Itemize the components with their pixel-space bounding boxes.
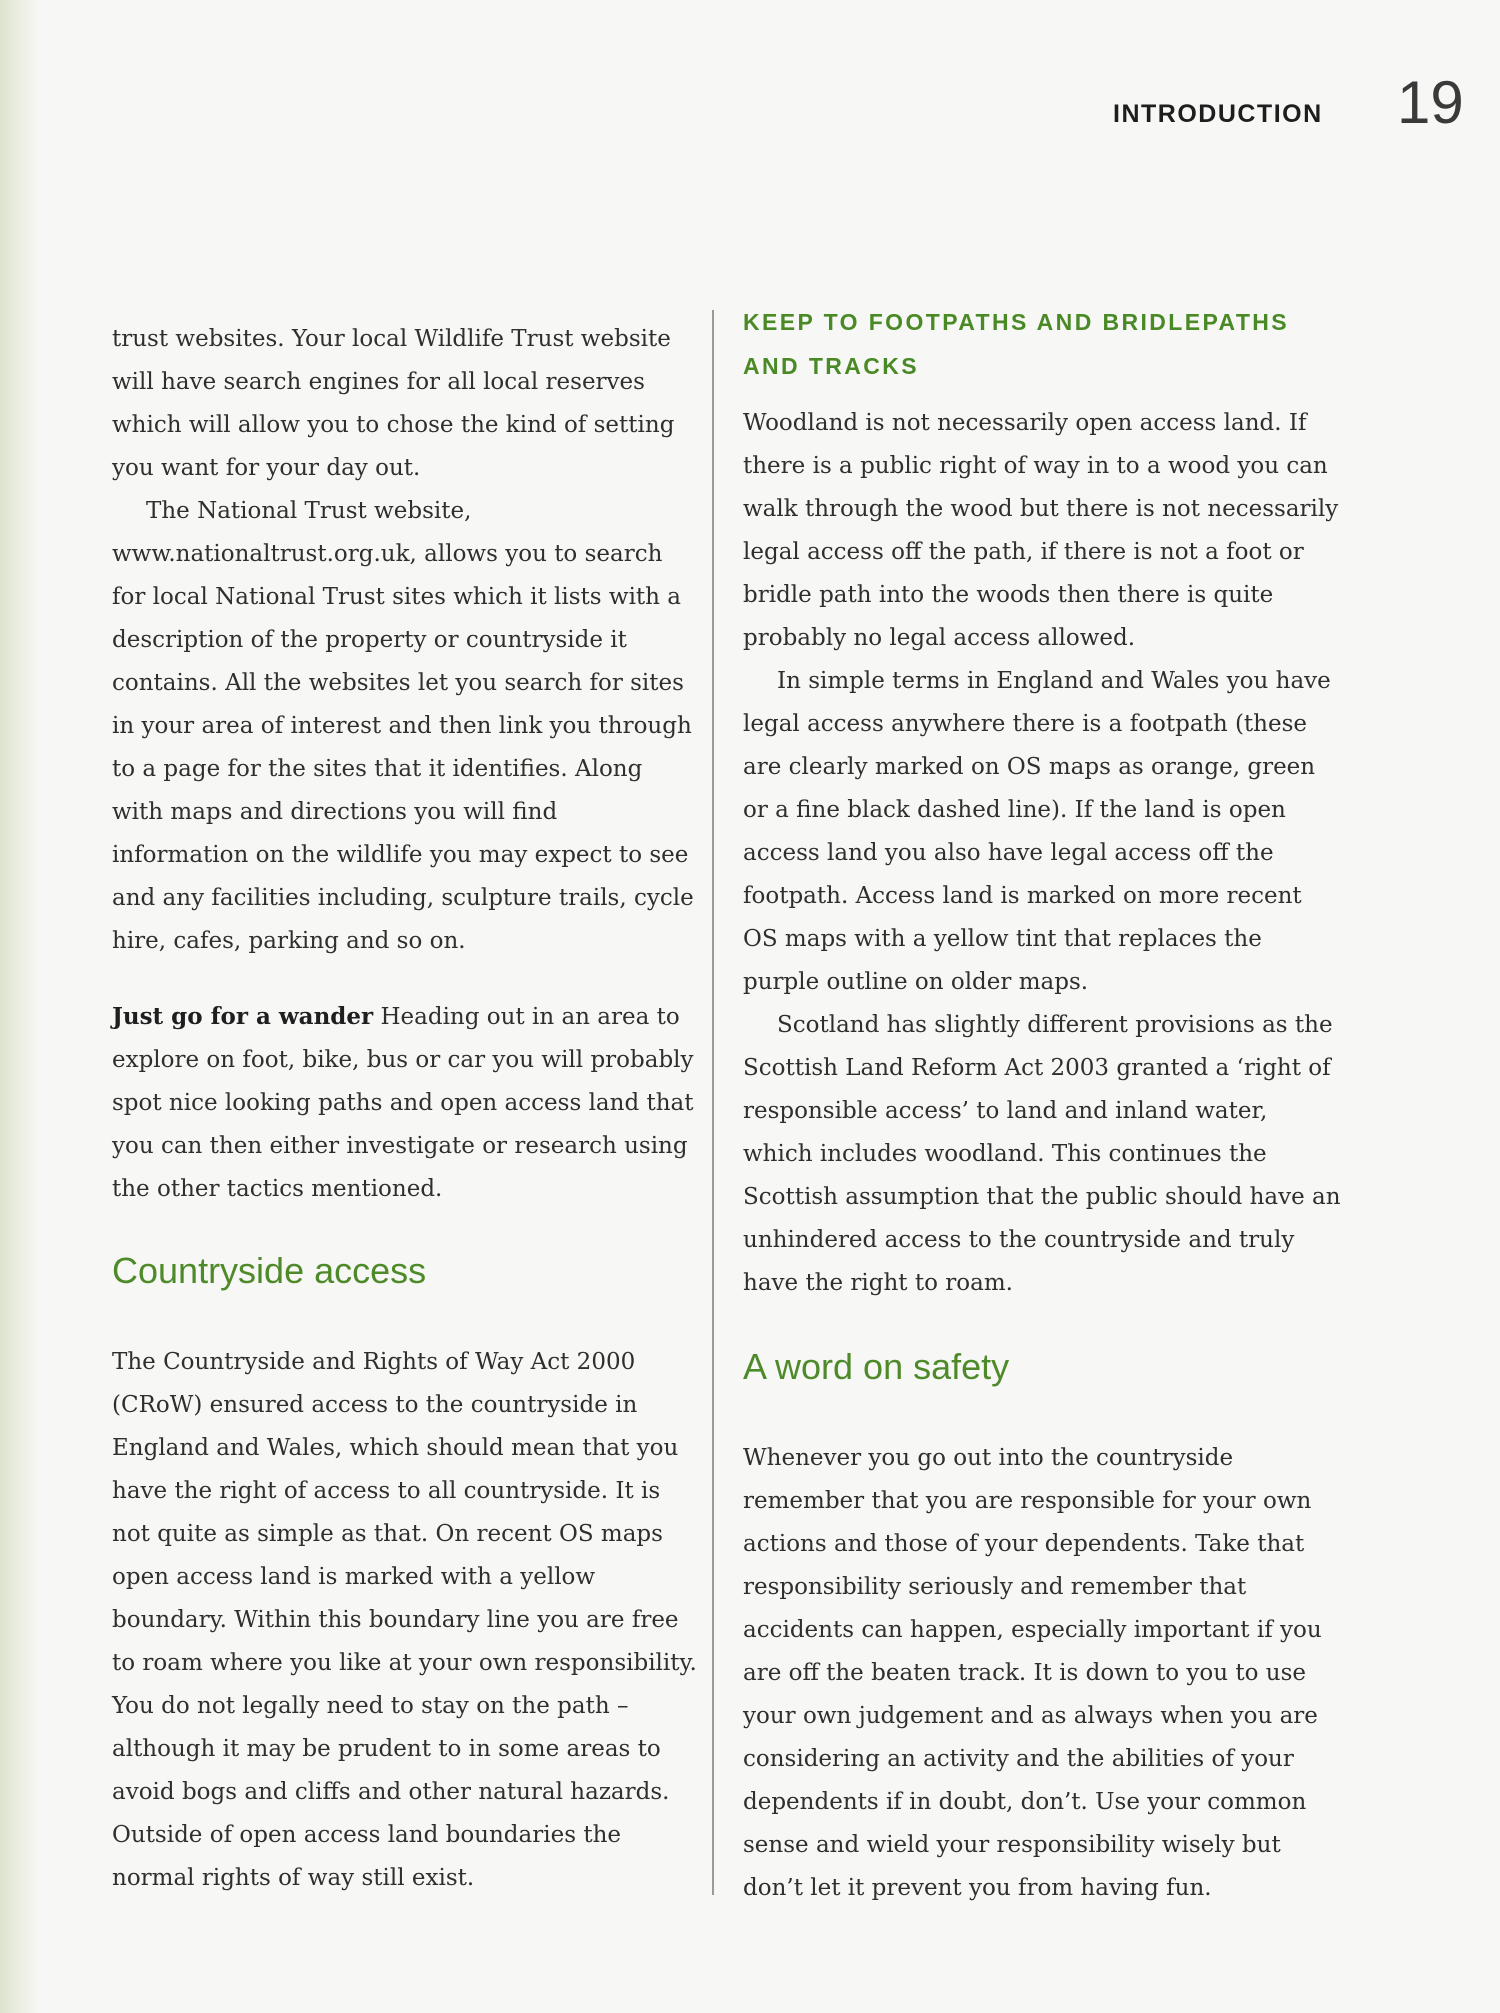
paragraph-scotland: Scotland has slightly different provisions as the Scottish Land Reform Act 2003 granted a ‘right of responsible access’ to land and inland water, which includes woodland. This continues the Scottish assumption that the public should have an unhindered access to the countryside and truly have the right to roam. [743, 1012, 1341, 1296]
left-column [112, 318, 697, 1900]
paragraph-england-wales: In simple terms in England and Wales you have legal access anywhere there is a footpath (these are clearly marked on OS maps as orange, green or a fine black dashed line). If the land is open access land you also have legal access off the footpath. Access land is marked on more recent OS maps with a yellow tint that replaces the purple outline on older maps. [743, 668, 1331, 995]
paragraph-safety: Whenever you go out into the countryside remember that you are responsible for your own actions and those of your dependents. Take that responsibility seriously and remember that accidents can happen, especially important if you are off the beaten track. It is down to you to use your own judgement and as always when you are considering an activity and the abilities of your dependents if in doubt, don’t. Use your common sense and wield your responsibility wisely but don’t let it prevent you from having fun. [743, 1445, 1322, 1901]
running-head: INTRODUCTION [1113, 100, 1323, 128]
wander-text: Heading out in an area to explore on foot, bike, bus or car you will probably spot nice looking paths and open access land that you can then either investigate or research using the other tactics mentioned. [112, 1004, 694, 1202]
paragraph-trust-websites: trust websites. Your local Wildlife Trust website will have search engines for all local reserves which will allow you to chose the kind of setting you want for your day out. [112, 326, 675, 481]
paragraph-countryside-access: The Countryside and Rights of Way Act 2000 (CRoW) ensured access to the countryside in England and Wales, which should mean that you have the right of access to all countryside. It is not quite as simple as that. On recent OS maps open access land is marked with a yellow boundary. Within this boundary line you are free to roam where you like at your own responsibility. You do not legally need to stay on the path – although it may be prudent to in some areas to avoid bogs and cliffs and other natural hazards. Outside of open access land boundaries the normal rights of way still exist. [112, 1349, 697, 1891]
paragraph-woodland: Woodland is not necessarily open access land. If there is a public right of way in to a wood you can walk through the wood but there is not necessarily legal access off the path, if there is not a foot or bridle path into the woods then there is quite probably no legal access allowed. [743, 410, 1339, 651]
column-divider [712, 310, 714, 1895]
paragraph-wander [112, 995, 697, 1211]
paragraph-national-trust: The National Trust website, www.nationaltrust.org.uk, allows you to search for local National Trust sites which it lists with a description of the property or countryside it contains. All the websites let you search for sites in your area of interest and then link you through to a page for the sites that it identifies. Along with maps and directions you will find information on the wildlife you may expect to see and any facilities including, sculpture trails, cycle hire, cafes, parking and so on. [112, 498, 694, 954]
heading-countryside-access: Countryside access [112, 1250, 427, 1291]
wander-lead: Just go for a wander [112, 1003, 374, 1030]
right-column [743, 300, 1341, 1910]
heading-word-on-safety: A word on safety [743, 1346, 1010, 1387]
page-number: 19 [1397, 69, 1464, 136]
book-spine-shadow [0, 0, 40, 2013]
heading-keep-to-footpaths: KEEP TO FOOTPATHS AND BRIDLEPATHS AND TRACKS [743, 309, 1290, 379]
